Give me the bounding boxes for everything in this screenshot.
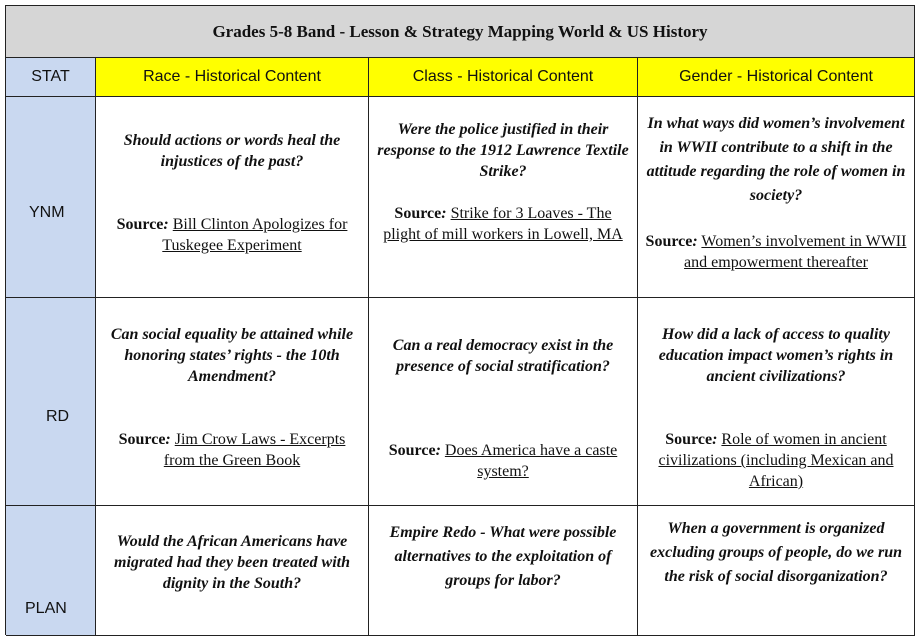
gender-cell [638, 506, 915, 636]
stat-label: YNM [29, 204, 65, 221]
race-cell [96, 506, 369, 636]
gender-question: When a government is organized excluding groups of people, do we run the risk of social disorganization? [649, 520, 902, 585]
class-source-link[interactable]: Does America have a caste system? [444, 442, 618, 480]
class-question: Were the police justified in their response to the 1912 Lawrence Textile Strike? [377, 121, 629, 180]
source-label: Source: [645, 233, 698, 250]
table-title: Grades 5-8 Band - Lesson & Strategy Mapping World & US History [6, 6, 915, 58]
gender-source [644, 429, 908, 492]
gender-question: How did a lack of access to quality education impact women’s rights in ancient civilizations? [658, 326, 894, 385]
header-stat: STAT [6, 58, 96, 97]
race-question: Can social equality be attained while honoring states’ rights - the 10th Amendment? [110, 326, 354, 385]
header-class: Class - Historical Content [369, 58, 638, 97]
gender-question: In what ways did women’s involvement in WWII contribute to a shift in the attitude regarding the role of women in society? [646, 115, 906, 204]
race-source-link[interactable]: Jim Crow Laws - Excerpts from the Green Book [163, 431, 346, 469]
gender-cell [638, 298, 915, 506]
stat-cell-rd [6, 298, 96, 506]
stat-cell-ynm [6, 97, 96, 298]
source-label: Source: [116, 216, 169, 233]
gender-cell [638, 97, 915, 298]
class-question: Empire Redo - What were possible alternatives to the exploitation of groups for labor? [389, 524, 617, 589]
class-cell [369, 506, 638, 636]
stat-label: PLAN [25, 600, 67, 617]
class-source [375, 203, 631, 245]
header-gender: Gender - Historical Content [638, 58, 915, 97]
race-question: Should actions or words heal the injustices of the past? [123, 132, 341, 170]
race-source-link[interactable]: Bill Clinton Apologizes for Tuskegee Experiment [162, 216, 348, 254]
race-source [102, 429, 362, 471]
class-cell [369, 97, 638, 298]
source-label: Source: [388, 442, 441, 459]
class-source [375, 440, 631, 482]
header-race: Race - Historical Content [96, 58, 369, 97]
race-cell [96, 97, 369, 298]
gender-source [644, 231, 908, 273]
race-source [102, 214, 362, 256]
class-source-link[interactable]: Strike for 3 Loaves - The plight of mill workers in Lowell, MA [383, 205, 623, 243]
stat-cell-plan [6, 506, 96, 636]
race-cell [96, 298, 369, 506]
source-label: Source: [665, 431, 718, 448]
stat-label: RD [46, 408, 70, 425]
race-question: Would the African Americans have migrated had they been treated with dignity in the South? [114, 533, 350, 592]
class-cell [369, 298, 638, 506]
source-label: Source: [118, 431, 171, 448]
gender-source-link[interactable]: Women’s involvement in WWII and empowerment thereafter [684, 233, 907, 271]
source-label: Source: [394, 205, 447, 222]
class-question: Can a real democracy exist in the presence of social stratification? [392, 337, 614, 375]
lesson-mapping-table [5, 5, 915, 635]
gender-source-link[interactable]: Role of women in ancient civilizations (including Mexican and African) [658, 431, 894, 490]
